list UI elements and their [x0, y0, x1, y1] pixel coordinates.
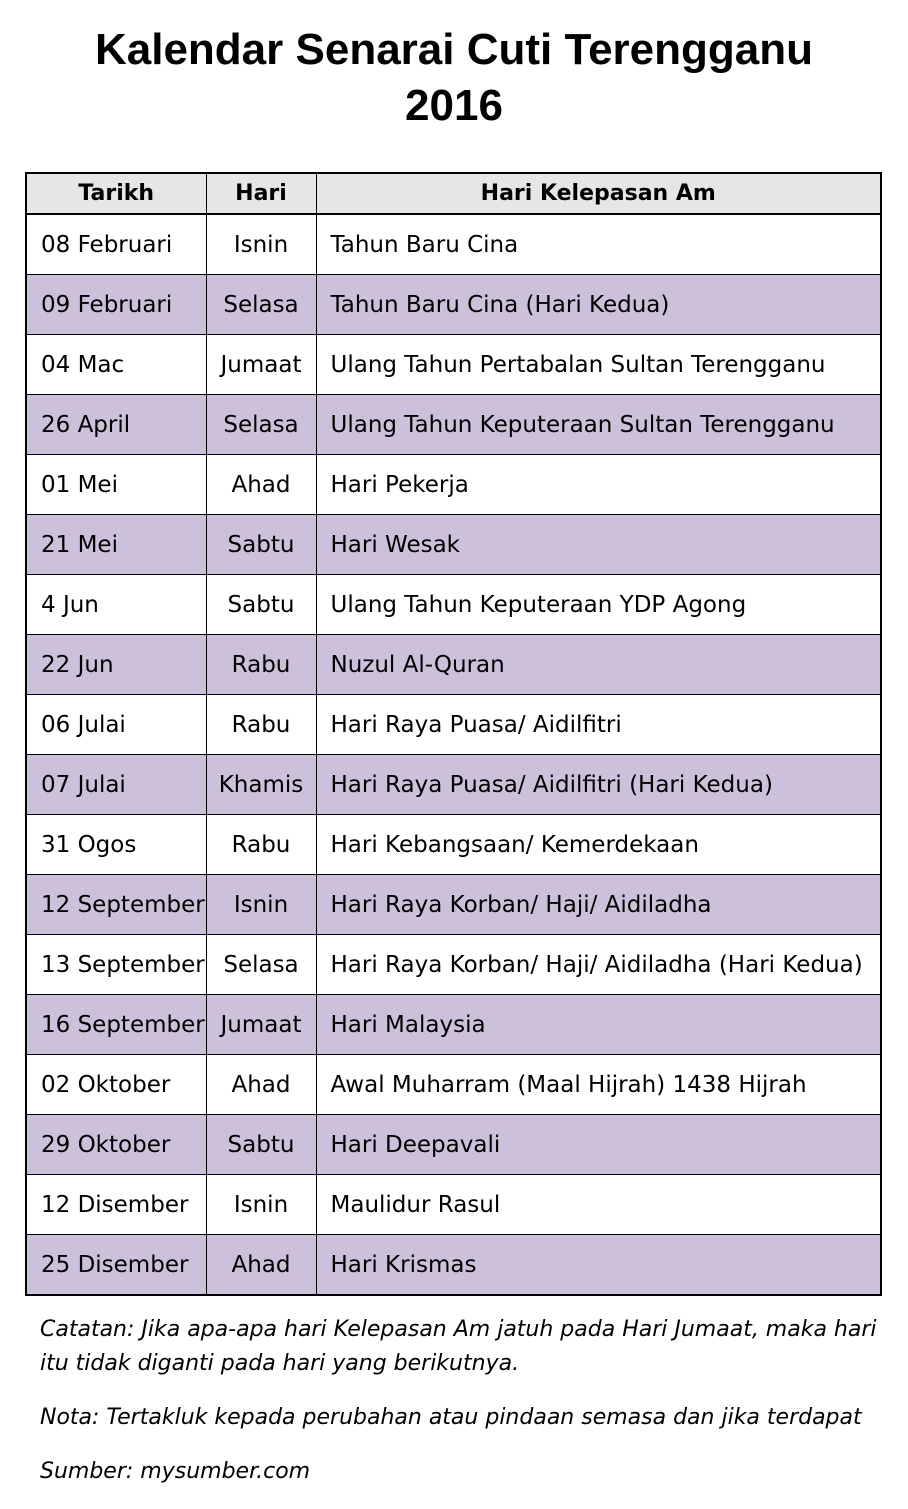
holiday-table: [25, 172, 882, 1296]
date-cell: 16 September: [26, 995, 206, 1055]
date-cell: 4 Jun: [26, 575, 206, 635]
holiday-cell: Hari Malaysia: [316, 995, 881, 1055]
holiday-cell: Awal Muharram (Maal Hijrah) 1438 Hijrah: [316, 1055, 881, 1115]
date-cell: 22 Jun: [26, 635, 206, 695]
holiday-cell: Hari Pekerja: [316, 455, 881, 515]
table-row: [26, 1175, 881, 1235]
table-row: [26, 935, 881, 995]
holiday-cell: Hari Krismas: [316, 1235, 881, 1296]
table-row: [26, 1235, 881, 1296]
table-row: [26, 755, 881, 815]
day-cell: Khamis: [206, 755, 316, 815]
day-cell: Sabtu: [206, 1115, 316, 1175]
day-cell: Isnin: [206, 875, 316, 935]
date-cell: 21 Mei: [26, 515, 206, 575]
holiday-cell: Hari Raya Korban/ Haji/ Aidiladha (Hari Kedua): [316, 935, 881, 995]
holiday-cell: Maulidur Rasul: [316, 1175, 881, 1235]
table-row: [26, 575, 881, 635]
day-cell: Selasa: [206, 275, 316, 335]
date-cell: 26 April: [26, 395, 206, 455]
date-cell: 12 September: [26, 875, 206, 935]
date-cell: 31 Ogos: [26, 815, 206, 875]
date-cell: 01 Mei: [26, 455, 206, 515]
table-row: [26, 395, 881, 455]
holiday-cell: Ulang Tahun Pertabalan Sultan Terengganu: [316, 335, 881, 395]
table-row: [26, 275, 881, 335]
day-cell: Rabu: [206, 815, 316, 875]
table-row: [26, 995, 881, 1055]
day-cell: Selasa: [206, 395, 316, 455]
header-hari: Hari: [206, 173, 316, 214]
date-cell: 07 Julai: [26, 755, 206, 815]
table-header-row: [26, 173, 881, 214]
day-cell: Jumaat: [206, 335, 316, 395]
holiday-cell: Tahun Baru Cina: [316, 214, 881, 275]
page-title: [0, 22, 908, 134]
holiday-cell: Hari Deepavali: [316, 1115, 881, 1175]
date-cell: 12 Disember: [26, 1175, 206, 1235]
nota-note: Nota: Tertakluk kepada perubahan atau pindaan semasa dan jika terdapat: [40, 1405, 862, 1430]
title-line-2: 2016: [405, 81, 503, 130]
day-cell: Sabtu: [206, 575, 316, 635]
date-cell: 29 Oktober: [26, 1115, 206, 1175]
table-row: [26, 1055, 881, 1115]
day-cell: Ahad: [206, 1235, 316, 1296]
day-cell: Isnin: [206, 214, 316, 275]
day-cell: Isnin: [206, 1175, 316, 1235]
day-cell: Jumaat: [206, 995, 316, 1055]
table-row: [26, 335, 881, 395]
date-cell: 06 Julai: [26, 695, 206, 755]
title-line-1: Kalendar Senarai Cuti Terengganu: [94, 25, 813, 74]
date-cell: 13 September: [26, 935, 206, 995]
date-cell: 08 Februari: [26, 214, 206, 275]
notes-section: [40, 1313, 880, 1509]
day-cell: Selasa: [206, 935, 316, 995]
holiday-cell: Hari Kebangsaan/ Kemerdekaan: [316, 815, 881, 875]
header-hari-kelepasan-am: Hari Kelepasan Am: [316, 173, 881, 214]
table-row: [26, 815, 881, 875]
day-cell: Sabtu: [206, 515, 316, 575]
table-row: [26, 1115, 881, 1175]
date-cell: 02 Oktober: [26, 1055, 206, 1115]
date-cell: 09 Februari: [26, 275, 206, 335]
holiday-cell: Ulang Tahun Keputeraan Sultan Terengganu: [316, 395, 881, 455]
holiday-cell: Ulang Tahun Keputeraan YDP Agong: [316, 575, 881, 635]
table-row: [26, 875, 881, 935]
holiday-cell: Tahun Baru Cina (Hari Kedua): [316, 275, 881, 335]
day-cell: Ahad: [206, 1055, 316, 1115]
holiday-cell: Hari Raya Puasa/ Aidilfitri: [316, 695, 881, 755]
day-cell: Rabu: [206, 695, 316, 755]
source-note: Sumber: mysumber.com: [40, 1459, 311, 1484]
catatan-note: Catatan: Jika apa-apa hari Kelepasan Am jatuh pada Hari Jumaat, maka hari itu tidak diganti pada hari yang berikutnya.: [40, 1317, 877, 1376]
holiday-cell: Hari Raya Puasa/ Aidilfitri (Hari Kedua): [316, 755, 881, 815]
table-row: [26, 635, 881, 695]
date-cell: 25 Disember: [26, 1235, 206, 1296]
holiday-cell: Hari Wesak: [316, 515, 881, 575]
date-cell: 04 Mac: [26, 335, 206, 395]
table-row: [26, 695, 881, 755]
table-row: [26, 214, 881, 275]
holiday-cell: Nuzul Al-Quran: [316, 635, 881, 695]
table-row: [26, 455, 881, 515]
day-cell: Ahad: [206, 455, 316, 515]
table-row: [26, 515, 881, 575]
holiday-cell: Hari Raya Korban/ Haji/ Aidiladha: [316, 875, 881, 935]
header-tarikh: Tarikh: [26, 173, 206, 214]
day-cell: Rabu: [206, 635, 316, 695]
